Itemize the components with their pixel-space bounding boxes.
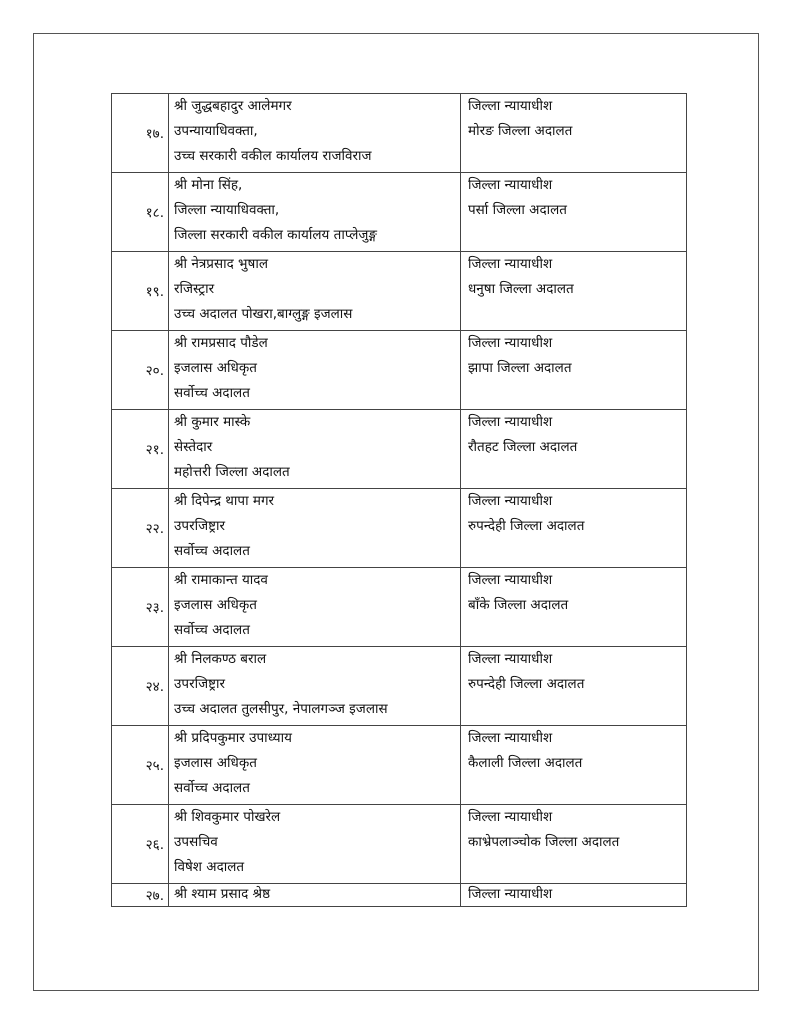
new-court: रुपन्देही जिल्ला अदालत — [468, 518, 585, 534]
table-row — [112, 94, 687, 173]
table-row — [112, 410, 687, 489]
current-post-cell — [169, 647, 461, 726]
table-row — [112, 568, 687, 647]
current-post-cell — [169, 568, 461, 647]
new-post: जिल्ला न्यायाधीश — [468, 886, 553, 902]
current-office: जिल्ला सरकारी वकील कार्यालय ताप्लेजुङ्ग — [174, 227, 377, 243]
new-post: जिल्ला न्यायाधीश — [468, 493, 553, 509]
new-post: जिल्ला न्यायाधीश — [468, 335, 553, 351]
new-post-cell — [461, 726, 687, 805]
current-post-cell — [169, 884, 461, 907]
new-post: जिल्ला न्यायाधीश — [468, 98, 553, 114]
new-post: जिल्ला न्यायाधीश — [468, 651, 553, 667]
current-position: उपसचिव — [174, 834, 218, 850]
new-court: काभ्रेपलाञ्चोक जिल्ला अदालत — [468, 834, 620, 850]
person-name: श्री रामाकान्त यादव — [174, 572, 268, 588]
new-post-cell — [461, 489, 687, 568]
table-row — [112, 173, 687, 252]
new-post-cell — [461, 252, 687, 331]
new-post-cell — [461, 331, 687, 410]
person-name: श्री नेत्रप्रसाद भुषाल — [174, 256, 268, 272]
table-row — [112, 331, 687, 410]
table-row — [112, 884, 687, 907]
table-row — [112, 726, 687, 805]
current-office: सर्वोच्च अदालत — [174, 622, 250, 638]
serial-number: २७. — [112, 884, 169, 907]
new-post: जिल्ला न्यायाधीश — [468, 730, 553, 746]
new-court: बाँके जिल्ला अदालत — [468, 597, 569, 613]
serial-number: २५. — [112, 726, 169, 805]
current-office: महोत्तरी जिल्ला अदालत — [174, 464, 290, 480]
current-post-cell — [169, 252, 461, 331]
serial-number: १८. — [112, 173, 169, 252]
current-position: उपरजिष्ट्रार — [174, 518, 226, 534]
new-post-cell — [461, 173, 687, 252]
current-position: इजलास अधिकृत — [174, 597, 257, 613]
current-office: सर्वोच्च अदालत — [174, 543, 250, 559]
current-post-cell — [169, 410, 461, 489]
serial-number: १९. — [112, 252, 169, 331]
judge-appointment-table — [111, 93, 687, 907]
new-court: पर्सा जिल्ला अदालत — [468, 202, 567, 218]
table-body — [112, 94, 687, 907]
current-office: सर्वोच्च अदालत — [174, 780, 250, 796]
serial-number: २०. — [112, 331, 169, 410]
person-name: श्री श्याम प्रसाद श्रेष्ठ — [174, 886, 271, 902]
new-post-cell — [461, 568, 687, 647]
person-name: श्री रामप्रसाद पौडेल — [174, 335, 268, 351]
current-post-cell — [169, 173, 461, 252]
current-office: उच्च अदालत पोखरा,बाग्लुङ्ग इजलास — [174, 306, 353, 322]
table-row — [112, 805, 687, 884]
current-position: सेस्तेदार — [174, 439, 213, 455]
table-row — [112, 252, 687, 331]
current-post-cell — [169, 94, 461, 173]
new-post: जिल्ला न्यायाधीश — [468, 256, 553, 272]
new-court: रौतहट जिल्ला अदालत — [468, 439, 578, 455]
new-court: झापा जिल्ला अदालत — [468, 360, 572, 376]
person-name: श्री जुद्धबहादुर आलेमगर — [174, 98, 292, 114]
current-office: उच्च अदालत तुलसीपुर, नेपालगञ्ज इजलास — [174, 701, 388, 717]
current-office: विषेश अदालत — [174, 859, 245, 875]
current-position: रजिस्ट्रार — [174, 281, 215, 297]
new-post-cell — [461, 805, 687, 884]
new-post: जिल्ला न्यायाधीश — [468, 809, 553, 825]
new-court: मोरङ जिल्ला अदालत — [468, 123, 573, 139]
new-court: धनुषा जिल्ला अदालत — [468, 281, 574, 297]
current-office: सर्वोच्च अदालत — [174, 385, 250, 401]
new-court: रुपन्देही जिल्ला अदालत — [468, 676, 585, 692]
new-post-cell — [461, 94, 687, 173]
new-post: जिल्ला न्यायाधीश — [468, 414, 553, 430]
current-office: उच्च सरकारी वकील कार्यालय राजविराज — [174, 148, 372, 164]
current-post-cell — [169, 331, 461, 410]
current-post-cell — [169, 726, 461, 805]
current-post-cell — [169, 489, 461, 568]
person-name: श्री दिपेन्द्र थापा मगर — [174, 493, 275, 509]
new-court: कैलाली जिल्ला अदालत — [468, 755, 583, 771]
serial-number: २६. — [112, 805, 169, 884]
new-post: जिल्ला न्यायाधीश — [468, 177, 553, 193]
serial-number: २२. — [112, 489, 169, 568]
serial-number: २१. — [112, 410, 169, 489]
person-name: श्री कुमार मास्के — [174, 414, 251, 430]
new-post-cell — [461, 647, 687, 726]
person-name: श्री प्रदिपकुमार उपाध्याय — [174, 730, 292, 746]
current-position: इजलास अधिकृत — [174, 360, 257, 376]
person-name: श्री शिवकुमार पोखरेल — [174, 809, 281, 825]
serial-number: २३. — [112, 568, 169, 647]
new-post-cell — [461, 410, 687, 489]
person-name: श्री निलकण्ठ बराल — [174, 651, 267, 667]
serial-number: २४. — [112, 647, 169, 726]
current-position: उपन्यायाधिवक्ता, — [174, 123, 258, 139]
person-name: श्री मोना सिंह, — [174, 177, 243, 193]
new-post-cell — [461, 884, 687, 907]
table-row — [112, 489, 687, 568]
current-position: उपरजिष्ट्रार — [174, 676, 226, 692]
new-post: जिल्ला न्यायाधीश — [468, 572, 553, 588]
table-row — [112, 647, 687, 726]
serial-number: १७. — [112, 94, 169, 173]
current-position: जिल्ला न्यायाधिवक्ता, — [174, 202, 280, 218]
current-post-cell — [169, 805, 461, 884]
current-position: इजलास अधिकृत — [174, 755, 257, 771]
